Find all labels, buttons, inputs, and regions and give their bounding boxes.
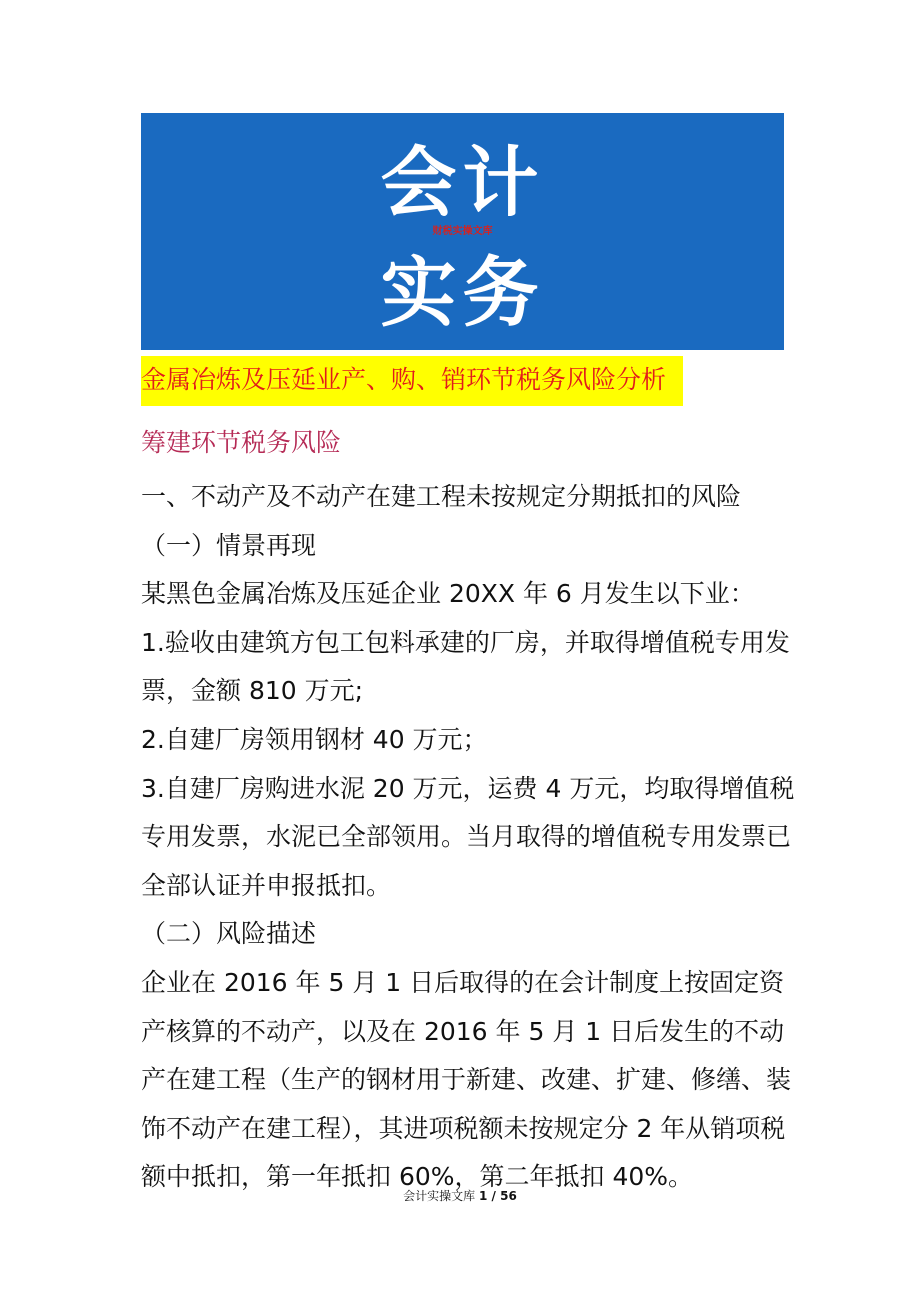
section-heading: 筹建环节税务风险 [141, 428, 342, 457]
paragraph: 3.自建厂房购进水泥 20 万元，运费 4 万元，均取得增值税专用发票，水泥已全部领用。当月取得的增值税专用发票已全部认证并申报抵扣。 [141, 773, 795, 900]
page-footer [0, 1186, 920, 1206]
paragraph: 企业在 2016 年 5 月 1 日后取得的在会计制度上按固定资产核算的不动产，以及在 2016 年 5 月 1 日后发生的不动产在建工程（生产的钢材用于新建、改建、扩建、修缮、装饰不动产在建工程），其进项税额未按规定分 2 年从销项税额中抵扣，第一年抵扣 60%，第二年抵扣 40%。 [141, 967, 792, 1192]
banner-title-line-1: 会计 [380, 138, 545, 227]
document-body [141, 473, 801, 1202]
paragraph: （二）风险描述 [141, 919, 317, 949]
paragraph: 一、不动产及不动产在建工程未按规定分期抵扣的风险 [141, 482, 742, 511]
document-title: 金属冶炼及压延业产、购、销环节税务风险分析 [141, 365, 667, 394]
banner-watermark: 财税实操文库 [432, 226, 493, 237]
paragraph: 1.验收由建筑方包工包料承建的厂房，并取得增值税专用发票，金额 810 万元; [141, 627, 790, 706]
paragraph: 2.自建厂房领用钢材 40 万元； [141, 724, 488, 754]
cover-banner [141, 113, 784, 350]
page-number: 1 / 56 [479, 1189, 517, 1203]
paragraph: （一）情景再现 [141, 530, 317, 560]
banner-title-line-2: 实务 [380, 248, 545, 337]
footer-library: 会计实操文库 [403, 1189, 476, 1203]
paragraph: 某黑色金属冶炼及压延企业 20XX 年 6 月发生以下业： [141, 579, 755, 609]
